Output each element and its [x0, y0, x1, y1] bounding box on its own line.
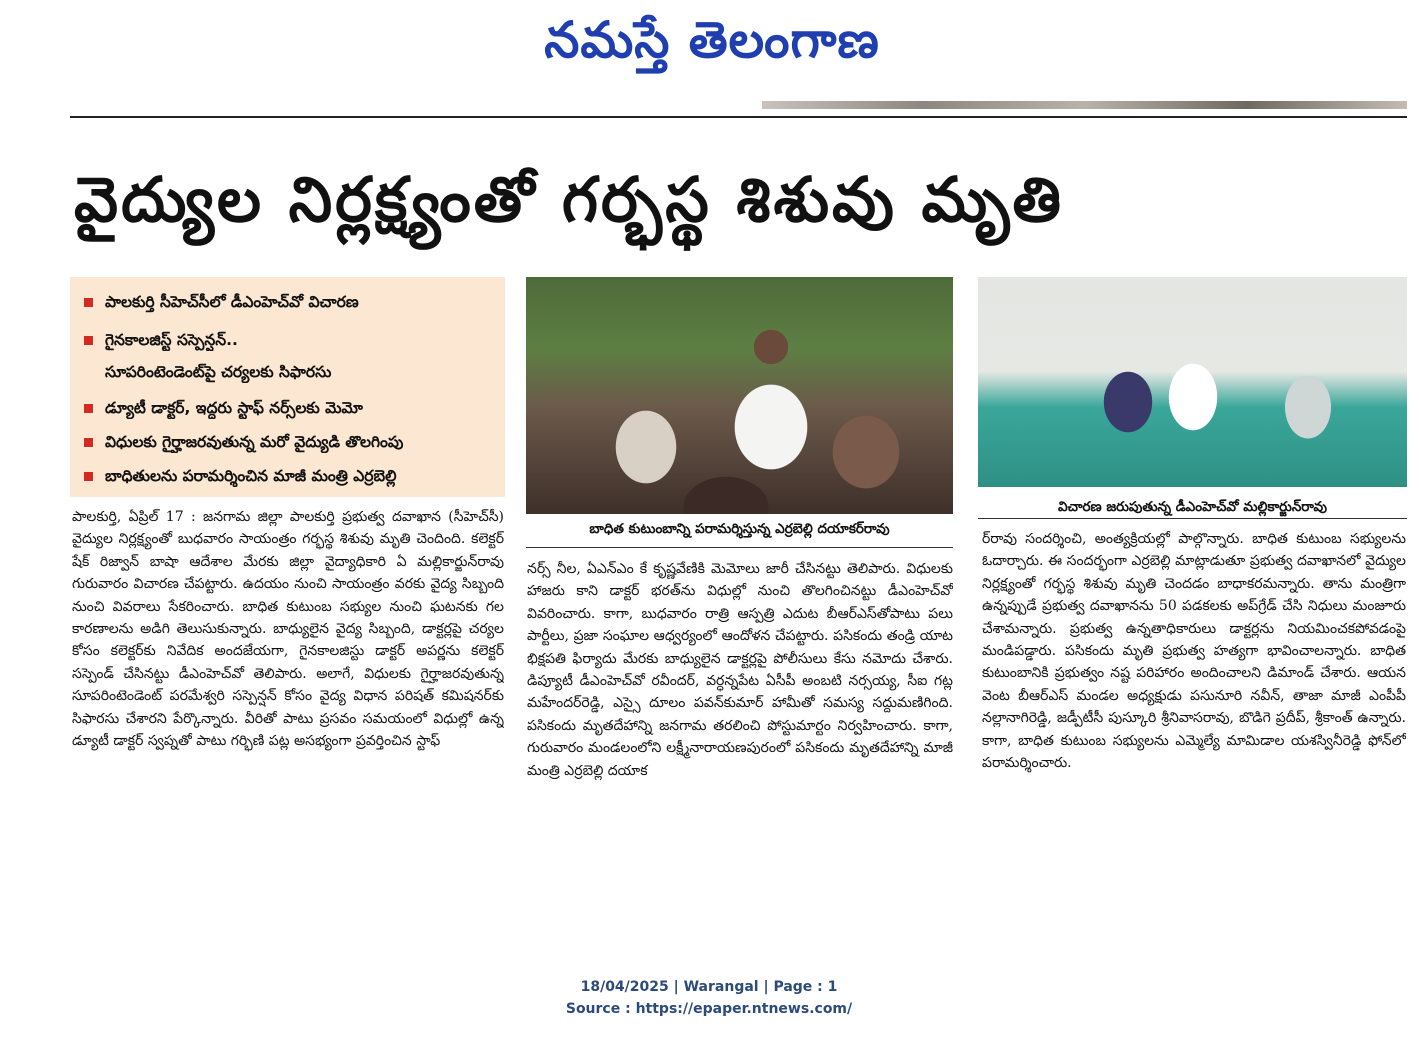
headline: వైద్యుల నిర్లక్ష్యంతో గర్భస్థ శిశువు మృతి	[74, 163, 1064, 236]
highlight-item	[84, 397, 502, 419]
highlight-item	[84, 329, 502, 351]
photo-caption-2: విచారణ జరుపుతున్న డీఎంహెచ్‌వో మల్లికార్జున్‌రావు	[978, 496, 1407, 519]
photo-dmho-inquiry	[978, 277, 1407, 487]
highlight-text: పాలకుర్తి సీహెచ్‌సీలో డీఎంహెచ్‌వో విచారణ	[105, 293, 359, 311]
article-column-3	[982, 528, 1406, 894]
footer-date-line: 18/04/2025 | Warangal | Page : 1	[580, 979, 838, 995]
article-column-2	[527, 558, 953, 894]
highlight-text: బాధితులను పరామర్శించిన మాజీ మంత్రి ఎర్రబెల్లి	[105, 467, 397, 485]
bullet-square-icon	[84, 298, 93, 307]
caption-rule	[526, 547, 953, 548]
top-rule	[70, 116, 1407, 118]
article-text: పాలకుర్తి, ఏప్రిల్ 17 : జనగామ జిల్లా పాలకుర్తి ప్రభుత్వ దవాఖాన (సీహెచ్‌సీ) వైద్యుల నిర్లక్ష్యంతో బుధవారం సాయంత్రం గర్భస్థ శిశువు మృతి చెందింది. కలెక్టర్ షేక్ రిజ్వాన్ బాషా ఆదేశాల మేరకు జిల్లా వైద్యాధికారి ఏ మల్లికార్జున్‌రావు గురువారం విచారణ చేపట్టారు. ఉదయం నుంచి సాయంత్రం వరకు వైద్య సిబ్బంది నుంచి వివరాలు సేకరించారు. బాధిత కుటుంబ సభ్యుల నుంచి ఘటనకు గల కారణాలను అడిగి తెలుసుకున్నారు. బాధ్యులైన వైద్య సిబ్బంది, డాక్టర్లపై చర్యల కోసం కలెక్టర్‌కు నివేదిక అందజేయగా, గైనకాలజిస్టు డాక్టర్ అపర్ణను కలెక్టర్ సస్పెండ్ చేసినట్టు డీఎంహెచ్‌వో తెలిపారు. అలాగే, విధులకు గైర్హాజరవుతున్న సూపరింటెండెంట్ పరమేశ్వరి సస్పెన్షన్ కోసం వైద్య విధాన పరిషత్ కమిషనర్‌కు సిఫారసు చేశారని పేర్కొన్నారు. వీరితో పాటు ప్రసవం సమయంలో విధుల్లో ఉన్న డ్యూటీ డాక్టర్ స్వప్నతో పాటు గర్భిణి పట్ల అసభ్యంగా ప్రవర్తించిన స్టాఫ్	[72, 509, 504, 750]
article-text: నర్స్ నీల, ఏఎన్‌ఎం కే కృష్ణవేణికి మెమోలు జారీ చేసినట్టు తెలిపారు. విధులకు హాజరు కాని డాక్టర్ భరత్‌ను విధుల్లో నుంచి తొలగించినట్టు డీఎంహెచ్‌వో వివరించారు. కాగా, బుధవారం రాత్రి ఆస్పత్రి ఎదుట బీఆర్‌ఎస్‌తోపాటు పలు పార్టీలు, ప్రజా సంఘాల ఆధ్వర్యంలో ఆందోళన చేపట్టారు. పసికందు తండ్రి యాట భిక్షపతి ఫిర్యాదు మేరకు బాధ్యులైన డాక్టర్లపై పోలీసులు కేసు నమోదు చేశారు. డిప్యూటీ డీఎంహెచ్‌వో రవీందర్, వర్ధన్నపేట ఏసీపీ అంబటి నర్సయ్య, సీఐ గట్ల మహేందర్‌రెడ్డి, ఎస్సై దూలం పవన్‌కుమార్ హామీతో సమస్య సద్దుమణిగింది. పసికందు మృతదేహాన్ని జనగామ తరలించి పోస్టుమార్టం నిర్వహించారు. కాగా, గురువారం మండలంలోని లక్ష్మీనారాయణపురంలో పసికందు మృతదేహాన్ని మాజీ మంత్రి ఎర్రబెల్లి దయాక	[527, 561, 953, 779]
highlight-item	[84, 431, 502, 453]
highlights-box	[70, 277, 505, 497]
highlight-text: డ్యూటీ డాక్టర్, ఇద్దరు స్టాఫ్ నర్స్‌లకు మెమో	[105, 399, 363, 417]
article-text: ర్‌రావు సందర్శించి, అంత్యక్రియల్లో పాల్గొన్నారు. బాధిత కుటుంబ సభ్యులను ఓదార్చారు. ఈ సందర్భంగా ఎర్రబెల్లి మాట్లాడుతూ ప్రభుత్వ దవాఖానలో వైద్యుల నిర్లక్ష్యంతో గర్భస్థ శిశువు మృతి చెందడం బాధాకరమన్నారు. తాను మంత్రిగా ఉన్నప్పుడే ప్రభుత్వ దవాఖానను 50 పడకలకు అప్‌గ్రేడ్ చేసి నిధులు మంజూరు చేశామన్నారు. ప్రభుత్వ ఉన్నతాధికారులు డాక్టర్లను నియమించకపోవడంపై మండిపడ్డారు. పసికందు మృతి ప్రభుత్వ హత్యగా భావించాలన్నారు. బాధిత కుటుంబానికి ప్రభుత్వం నష్ట పరిహారం అందించాలని డిమాండ్ చేశారు. ఆయన వెంట బీఆర్‌ఎస్ మండల అధ్యక్షుడు పసునూరి నవీన్, తాజా మాజీ ఎంపీపీ నల్లానాగిరెడ్డి, జడ్పీటీసీ పుస్కూరి శ్రీనివాసరావు, బొడిగె ప్రదీప్, శ్రీకాంత్ ఉన్నారు. కాగా, బాధిత కుటుంబ సభ్యులను ఎమ్మెల్యే మామిడాల యశస్వినీరెడ్డి ఫోన్‌లో పరామర్శించారు.	[982, 531, 1406, 772]
highlight-text: సూపరింటెండెంట్‌పై చర్యలకు సిఫారసు	[105, 363, 332, 381]
bullet-square-icon	[84, 336, 93, 345]
highlight-text: గైనకాలజిస్ట్ సస్పెన్షన్..	[105, 331, 238, 349]
footer-source-link[interactable]: Source : https://epaper.ntnews.com/	[565, 1001, 853, 1017]
masthead-photo-strip	[762, 101, 1407, 109]
bullet-square-icon	[84, 472, 93, 481]
article-column-1	[72, 506, 504, 896]
highlight-item	[84, 291, 502, 313]
masthead-logo: నమస్తే తెలంగాణ	[544, 10, 880, 69]
photo-caption-1: బాధిత కుటుంబాన్ని పరామర్శిస్తున్న ఎర్రబెల్లి దయాకర్‌రావు	[589, 521, 890, 537]
photo-errabelli-consoling-family	[526, 277, 953, 514]
highlight-item-continued	[84, 361, 523, 383]
bullet-square-icon	[84, 438, 93, 447]
page-footer	[509, 976, 909, 1020]
bullet-square-icon	[84, 404, 93, 413]
highlight-item	[84, 465, 502, 487]
highlight-text: విధులకు గైర్హాజరవుతున్న మరో వైద్యుడి తొలగింపు	[105, 433, 404, 451]
